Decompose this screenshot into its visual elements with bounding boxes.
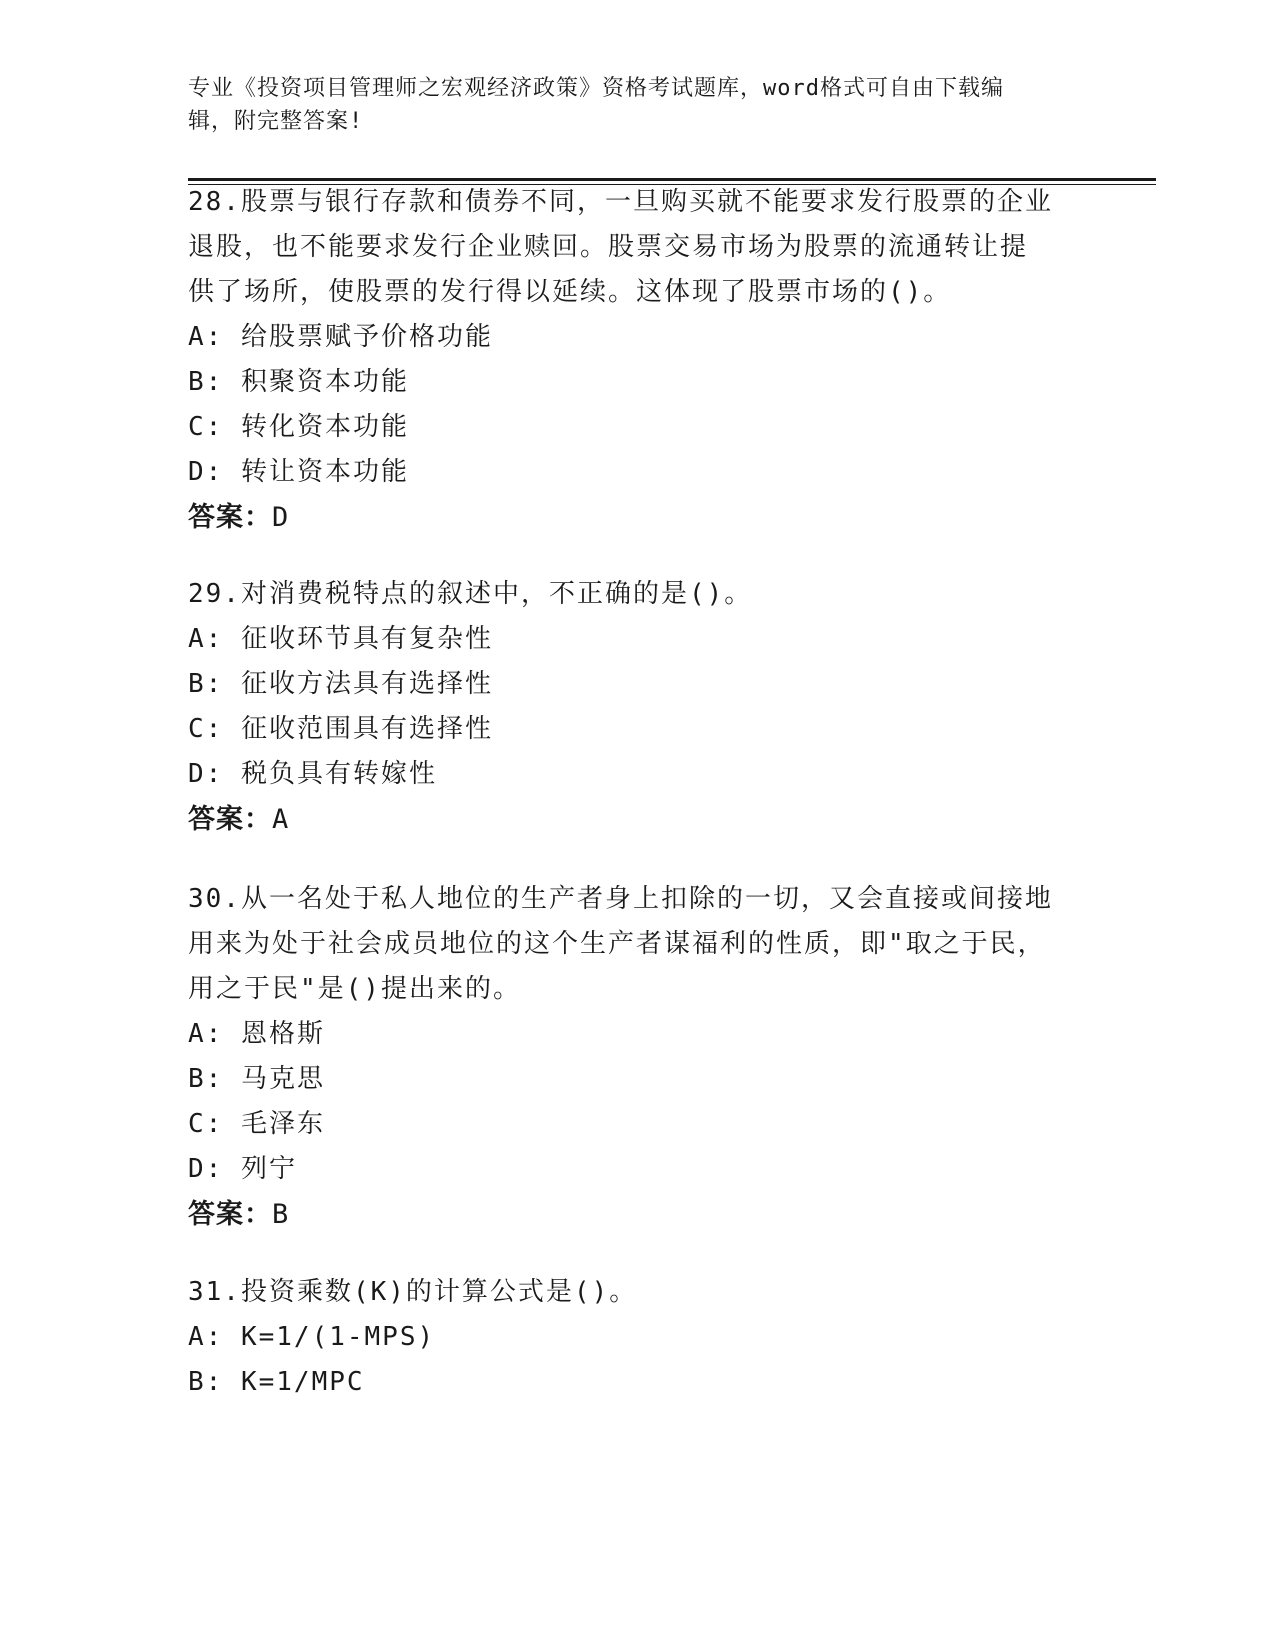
question-stem [188,877,1088,1012]
answer [188,797,1088,842]
question-stem-line: 供了场所，使股票的发行得以延续。这体现了股票市场的()。 [188,277,952,307]
question-28 [188,180,1088,540]
question-stem-line: 用之于民"是()提出来的。 [188,974,521,1004]
question-29 [188,572,1088,842]
header-line-1: 专业《投资项目管理师之宏观经济政策》资格考试题库，word格式可自由下载编 [188,76,1004,101]
answer-value: B [272,1199,290,1230]
option-d: D: 列宁 [188,1154,297,1184]
option-a: A: 恩格斯 [188,1019,325,1049]
answer-value: D [272,502,290,533]
option-b: B: 征收方法具有选择性 [188,669,493,699]
question-30 [188,877,1088,1237]
answer-label: 答案： [188,1199,272,1230]
option-c: C: 征收范围具有选择性 [188,714,493,744]
option-b: B: K=1/MPC [188,1367,365,1397]
document-header [188,72,1068,138]
question-stem-line: 28.股票与银行存款和债券不同，一旦购买就不能要求发行股票的企业 [188,187,1053,217]
header-line-2: 辑，附完整答案! [188,109,364,134]
question-stem [188,572,1088,617]
question-stem-line: 退股，也不能要求发行企业赎回。股票交易市场为股票的流通转让提 [188,232,1029,262]
option-b: B: 马克思 [188,1064,325,1094]
option-a: A: 给股票赋予价格功能 [188,322,493,352]
option-d: D: 转让资本功能 [188,457,409,487]
answer [188,495,1088,540]
answer-label: 答案： [188,502,272,533]
question-stem-line: 用来为处于社会成员地位的这个生产者谋福利的性质，即"取之于民， [188,929,1046,959]
question-31 [188,1270,1088,1405]
answer-label: 答案： [188,804,272,835]
answer-value: A [272,804,290,835]
option-a: A: 征收环节具有复杂性 [188,624,493,654]
option-c: C: 转化资本功能 [188,412,409,442]
answer [188,1192,1088,1237]
option-a: A: K=1/(1-MPS) [188,1322,436,1352]
question-stem [188,1270,1088,1315]
option-d: D: 税负具有转嫁性 [188,759,437,789]
option-b: B: 积聚资本功能 [188,367,409,397]
question-stem-line: 29.对消费税特点的叙述中，不正确的是()。 [188,579,753,609]
question-stem-line: 31.投资乘数(K)的计算公式是()。 [188,1277,638,1307]
question-stem [188,180,1088,315]
question-stem-line: 30.从一名处于私人地位的生产者身上扣除的一切，又会直接或间接地 [188,884,1053,914]
option-c: C: 毛泽东 [188,1109,325,1139]
